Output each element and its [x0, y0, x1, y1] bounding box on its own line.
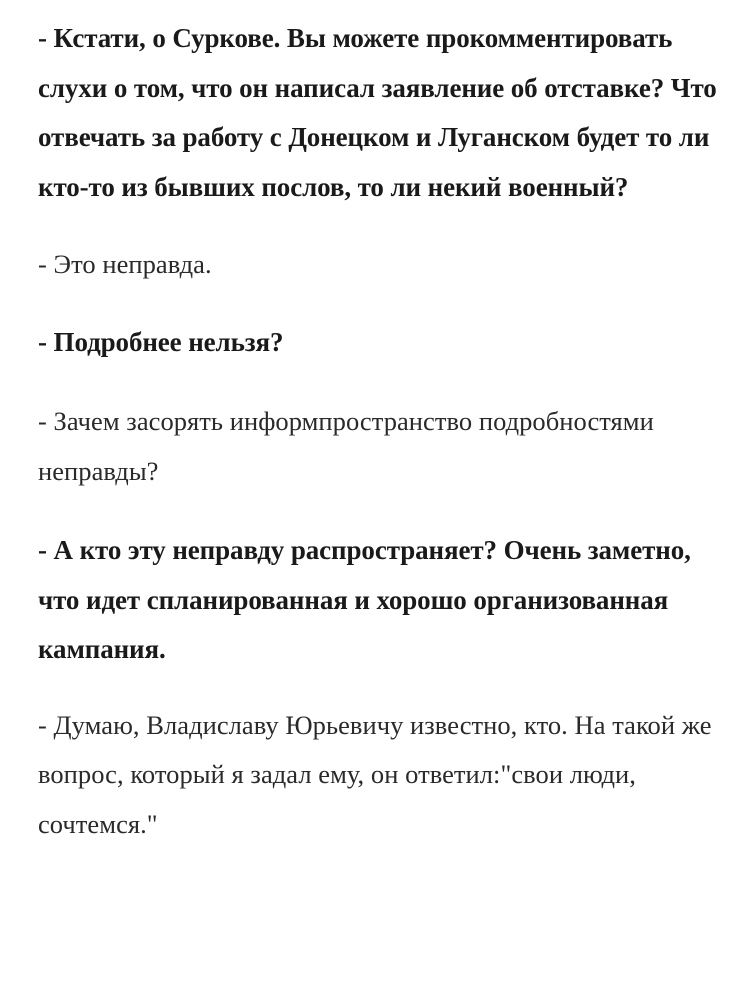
answer-not-true: - Это неправда. — [38, 249, 212, 279]
question-about-surkov: - Кстати, о Суркове. Вы можете прокомментировать слухи о том, что он написал заявление об отставке? Что отвечать за работу с Донецком и Луганском будет то ли кто-то из бывших послов, то ли некий военный? — [38, 23, 717, 202]
answer-why-clutter: - Зачем засорять информпространство подробностями неправды? — [38, 406, 654, 486]
question-who-spreads: - А кто эту неправду распространяет? Очень заметно, что идет спланированная и хорошо организованная кампания. — [38, 535, 691, 664]
question-more-details: - Подробнее нельзя? — [38, 326, 284, 357]
article-body — [38, 14, 728, 849]
answer-surkov-knows: - Думаю, Владиславу Юрьевичу известно, кто. На такой же вопрос, который я задал ему, он ответил:"свои люди, сочтемся." — [38, 709, 712, 839]
